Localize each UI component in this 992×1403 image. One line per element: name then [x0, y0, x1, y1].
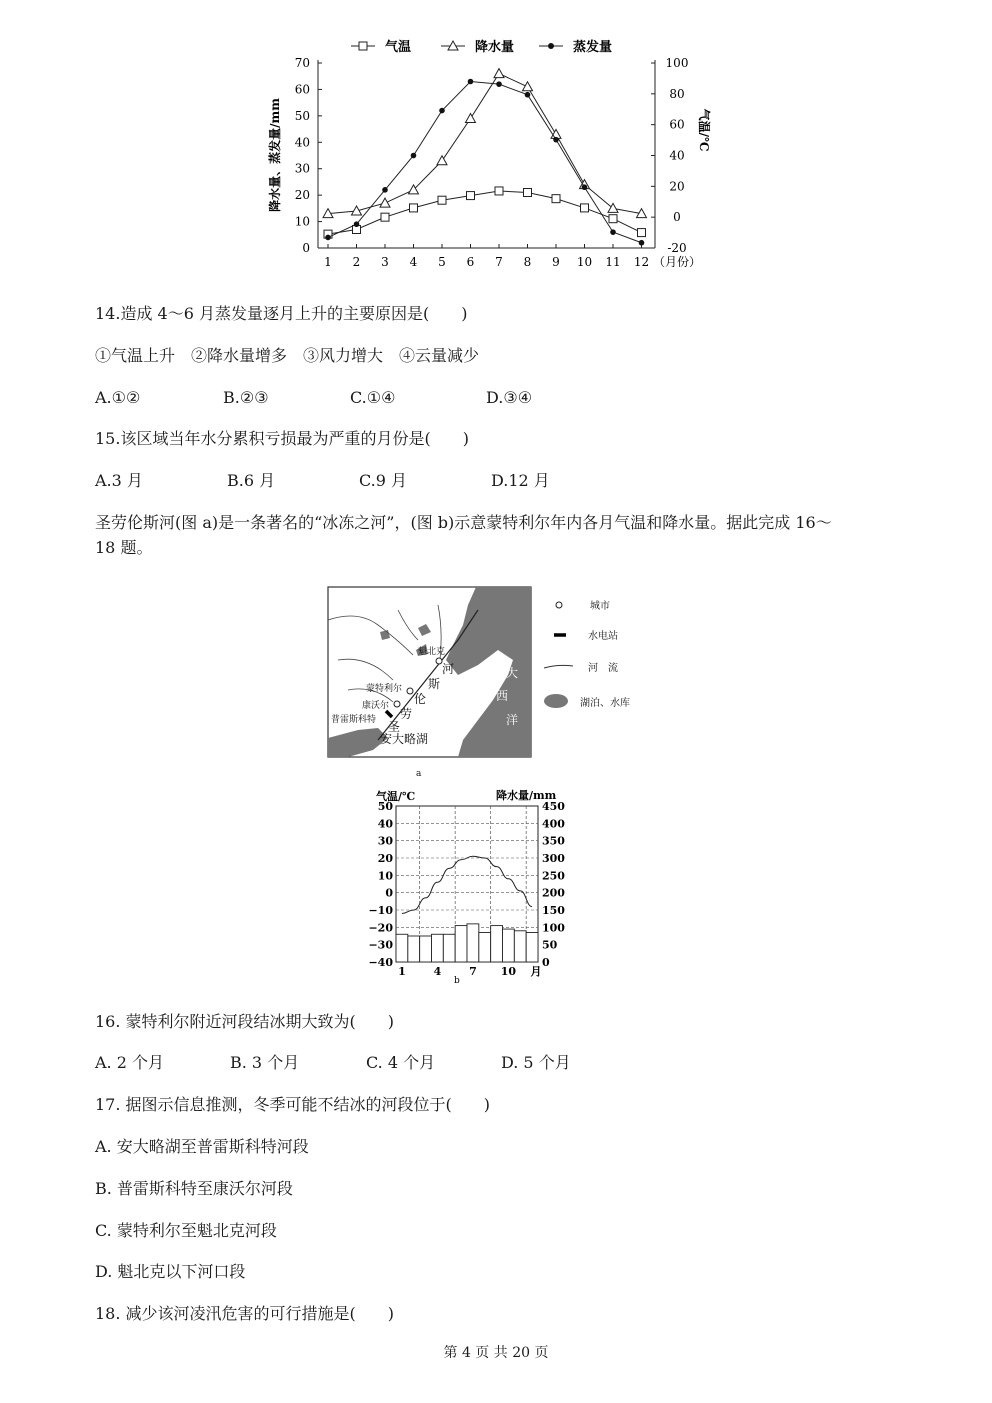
evaporation-point	[411, 153, 417, 159]
chart1-x-tick-label: 7	[495, 255, 503, 269]
q17-option-d[interactable]: D. 魁北克以下河口段	[95, 1262, 246, 1281]
intro-line-2: 18 题。	[95, 538, 153, 557]
chart1-right-axis-label: 气温/℃	[697, 108, 711, 152]
evaporation-point	[639, 240, 645, 246]
legend-dot-marker	[548, 43, 554, 49]
temperature-point	[381, 213, 389, 221]
q14-option-a[interactable]: A.①②	[95, 388, 141, 407]
chart1-left-axis-label: 降水量、蒸发量/mm	[268, 98, 282, 212]
chart2-x-tick-label: 4	[433, 965, 442, 978]
q14-options	[95, 387, 595, 409]
q14-items: ①气温上升 ②降水量增多 ③风力增大 ④云量减少	[95, 346, 480, 365]
temperature-point	[410, 204, 418, 212]
chart1-left-tick-label: 30	[294, 161, 310, 176]
evaporation-point	[439, 108, 445, 114]
temperature-point	[524, 189, 532, 197]
chart2-x-tick-label: 月	[530, 965, 542, 978]
temperature-point	[438, 196, 446, 204]
label-cornwall: 康沃尔	[362, 701, 390, 711]
q16-option-d[interactable]: D. 5 个月	[501, 1053, 571, 1072]
chart2-left-tick-label: 30	[377, 834, 393, 848]
q15-options	[95, 470, 595, 492]
chart1-x-tick-label: 10	[576, 255, 593, 269]
chart1-right-tick-label: 20	[669, 179, 685, 194]
chart2-right-tick-label: 200	[542, 886, 565, 900]
precipitation-point	[437, 156, 447, 165]
chart1-right-tick-label: 100	[665, 56, 689, 70]
chart1-right-tick-label: 0	[673, 210, 681, 225]
chart1-right-tick-label: 60	[669, 117, 685, 132]
temperature-point	[638, 229, 646, 237]
chart2-left-tick-label: −20	[368, 921, 393, 935]
page-footer: 第 4 页 共 20 页	[443, 1345, 549, 1361]
precipitation-bar	[491, 926, 503, 962]
q15-title: 15.该区域当年水分累积亏损最为严重的月份是( )	[95, 429, 469, 448]
legend-city: 城市	[590, 601, 610, 612]
precipitation-bar	[503, 929, 515, 962]
chart1-right-tick-label: 40	[669, 148, 685, 163]
q17-title: 17. 据图示信息推测，冬季可能不结冰的河段位于( )	[95, 1095, 491, 1114]
q14-title: 14.造成 4～6 月蒸发量逐月上升的主要原因是( )	[95, 304, 468, 323]
precipitation-bar	[479, 933, 491, 962]
ocean-char-1: 大	[506, 666, 519, 680]
chart2-x-tick-label: 1	[398, 965, 406, 978]
precipitation-point	[466, 114, 476, 123]
q18-title: 18. 减少该河凌汛危害的可行措施是( )	[95, 1304, 395, 1323]
evaporation-point	[382, 187, 388, 193]
chart2-left-tick-label: 50	[377, 800, 393, 813]
precipitation-bar	[432, 934, 444, 962]
label-lake-ontario: 安大略湖	[380, 732, 429, 746]
chart1-series	[323, 69, 647, 246]
q14-option-c[interactable]: C.①④	[350, 388, 396, 407]
evaporation-point	[496, 81, 502, 87]
chart2-right-tick-label: 400	[542, 817, 565, 831]
chart2-left-tick-label: −30	[368, 938, 393, 952]
label-prescott: 普雷斯科特	[331, 715, 377, 725]
evaporation-point	[354, 221, 360, 227]
chart2-right-tick-label: 450	[542, 800, 565, 813]
chart2-right-tick-label: 100	[542, 921, 565, 935]
legend-city-icon	[556, 602, 562, 608]
precipitation-point	[494, 69, 504, 78]
legend-hydro: 水电站	[588, 631, 618, 642]
evaporation-point	[610, 229, 616, 235]
precipitation-bar	[443, 934, 455, 962]
chart2-caption: b	[454, 976, 460, 986]
temperature-point	[495, 187, 503, 195]
river-char-1: 河	[442, 662, 455, 676]
chart2-left-tick-label: −40	[368, 956, 393, 969]
q16-option-b[interactable]: B. 3 个月	[230, 1053, 300, 1072]
legend-river-icon	[544, 665, 573, 668]
temperature-point	[467, 192, 475, 200]
montreal-climate-chart	[358, 784, 598, 989]
chart2-left-tick-label: −10	[368, 904, 393, 917]
precipitation-point	[380, 198, 390, 207]
label-quebec: 魁北克	[418, 647, 446, 657]
chart2-right-title: 降水量/mm	[496, 789, 557, 802]
temperature-curve	[402, 856, 532, 913]
ocean-char-2: 西	[496, 689, 509, 703]
chart1-left-tick-label: 50	[294, 108, 310, 123]
q17-option-a[interactable]: A. 安大略湖至普雷斯科特河段	[95, 1137, 309, 1156]
chart1-left-tick-label: 10	[294, 214, 310, 229]
precipitation-bar	[420, 936, 432, 962]
temperature-point	[581, 204, 589, 212]
temperature-point	[609, 215, 617, 223]
legend-square-marker	[359, 42, 367, 50]
evaporation-point	[582, 184, 588, 190]
chart2-right-tick-label: 0	[542, 956, 550, 969]
chart2-left-tick-label: 10	[377, 869, 393, 883]
chart1-left-tick-label: 40	[294, 135, 310, 150]
q15-option-d[interactable]: D.12 月	[491, 471, 550, 490]
chart1-x-tick-label: 5	[438, 255, 446, 269]
chart2-right-tick-label: 350	[542, 834, 565, 848]
chart2-left-tick-label: 0	[385, 886, 393, 900]
chart1-x-unit: （月份）	[652, 255, 702, 269]
legend-lake: 湖泊、水库	[580, 698, 630, 709]
chart1-left-tick-label: 70	[294, 56, 310, 70]
chart2-series	[396, 856, 538, 962]
legend-label-2: 蒸发量	[573, 40, 613, 55]
chart1-x-tick-label: 3	[381, 255, 389, 269]
chart1-legend	[351, 39, 612, 55]
precipitation-bar	[396, 934, 408, 962]
q16-title: 16. 蒙特利尔附近河段结冰期大致为( )	[95, 1012, 395, 1031]
chart1-left-tick-label: 60	[294, 82, 310, 97]
evaporation-point	[325, 235, 331, 241]
saint-lawrence-map	[318, 580, 650, 780]
q16-option-a[interactable]: A. 2 个月	[95, 1053, 164, 1072]
chart1-x-tick-label: 11	[605, 255, 621, 269]
series-line-2	[328, 82, 642, 243]
precipitation-bar	[455, 926, 467, 962]
precipitation-bar	[408, 936, 420, 962]
river-char-4: 劳	[400, 707, 413, 721]
river-char-2: 斯	[428, 677, 441, 691]
map-caption: a	[416, 769, 422, 779]
chart2-left-tick-label: 40	[377, 817, 393, 831]
q15-option-a[interactable]: A.3 月	[95, 471, 143, 490]
q14-option-b[interactable]: B.②③	[223, 388, 269, 407]
q15-option-b[interactable]: B.6 月	[227, 471, 276, 490]
intro-line-1: 圣劳伦斯河(图 a)是一条著名的“冰冻之河”，(图 b)示意蒙特利尔年内各月气温和降水量。据此完成 16～	[95, 513, 832, 532]
chart1-x-tick-label: 8	[523, 255, 532, 269]
series-line-1	[328, 74, 642, 214]
chart1-left-tick-label: 0	[302, 241, 310, 255]
climate-evaporation-chart	[255, 30, 725, 280]
label-montreal: 蒙特利尔	[366, 684, 403, 694]
evaporation-point	[525, 92, 531, 98]
chart2-right-tick-label: 300	[542, 852, 565, 865]
evaporation-point	[468, 79, 474, 85]
legend-label-0: 气温	[385, 40, 412, 55]
chart1-x-tick-label: 9	[552, 255, 560, 269]
chart1-x-tick-label: 1	[324, 255, 332, 269]
q17-option-c[interactable]: C. 蒙特利尔至魁北克河段	[95, 1221, 277, 1240]
chart2-left-title: 气温/℃	[376, 790, 416, 803]
evaporation-point	[553, 137, 559, 143]
precipitation-bar	[514, 931, 526, 962]
chart2-x-tick-label: 10	[500, 965, 517, 978]
chart1-right-tick-label: 80	[669, 86, 685, 101]
chart2-right-tick-label: 50	[542, 938, 558, 952]
precipitation-bar	[467, 924, 479, 962]
chart1-x-tick-label: 12	[633, 255, 650, 269]
precipitation-point	[523, 82, 533, 91]
q14-option-d[interactable]: D.③④	[486, 388, 533, 407]
legend-lake-icon	[544, 694, 568, 708]
river-char-5: 圣	[388, 720, 401, 734]
q16-option-c[interactable]: C. 4 个月	[366, 1053, 436, 1072]
q16-options	[95, 1052, 615, 1074]
chart2-left-tick-label: 20	[377, 852, 393, 865]
chart1-left-tick-label: 20	[294, 188, 310, 203]
map-a-figure	[318, 580, 650, 784]
temperature-point	[552, 195, 560, 203]
series-line-0	[328, 191, 642, 234]
legend-label-1: 降水量	[475, 40, 515, 55]
chart1-x-tick-label: 2	[352, 255, 361, 269]
chart2-right-tick-label: 150	[542, 904, 565, 917]
q17-option-b[interactable]: B. 普雷斯科特至康沃尔河段	[95, 1179, 293, 1198]
chart2-x-tick-label: 7	[469, 965, 477, 978]
q15-option-c[interactable]: C.9 月	[359, 471, 408, 490]
chart1-x-tick-label: 6	[466, 255, 475, 269]
precipitation-point	[608, 203, 618, 212]
chart1-right-tick-label: -20	[667, 241, 687, 255]
precipitation-bar	[526, 933, 538, 962]
chart1-x-tick-label: 4	[409, 255, 418, 269]
ocean-char-3: 洋	[506, 713, 519, 727]
legend-river: 河 流	[588, 663, 618, 674]
chart2-right-tick-label: 250	[542, 869, 565, 883]
river-char-3: 伦	[414, 692, 427, 706]
